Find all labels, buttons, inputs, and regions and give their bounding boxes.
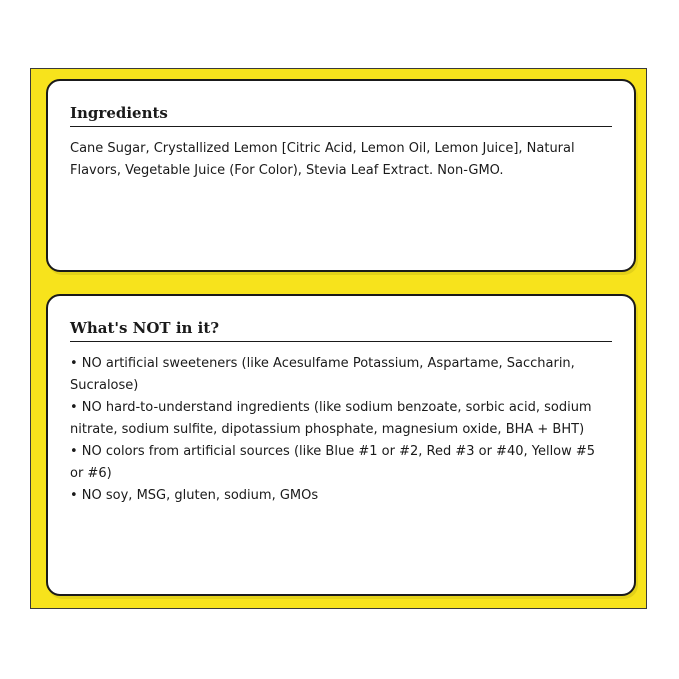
not-in-it-card (46, 294, 636, 596)
list-item: • NO colors from artificial sources (like Blue #1 or #2, Red #3 or #40, Yellow #5 or #6) (70, 444, 596, 481)
not-in-it-title: What's NOT in it? (70, 319, 612, 342)
ingredients-text: Cane Sugar, Crystallized Lemon [Citric Acid, Lemon Oil, Lemon Juice], Natural Flavors, Vegetable Juice (For Color), Stevia Leaf Extract. Non-GMO. (70, 141, 575, 178)
ingredients-card (46, 79, 636, 272)
yellow-panel (30, 68, 647, 609)
list-item: • NO soy, MSG, gluten, sodium, GMOs (70, 488, 319, 503)
list-item: • NO hard-to-understand ingredients (like sodium benzoate, sorbic acid, sodium nitrate, sodium sulfite, dipotassium phosphate, magnesium oxide, BHA + BHT) (70, 400, 592, 437)
ingredients-title: Ingredients (70, 104, 612, 127)
not-in-it-body (70, 353, 612, 507)
list-item: • NO artificial sweeteners (like Acesulfame Potassium, Aspartame, Saccharin, Sucralose) (70, 356, 575, 393)
not-in-it-list (70, 353, 612, 507)
